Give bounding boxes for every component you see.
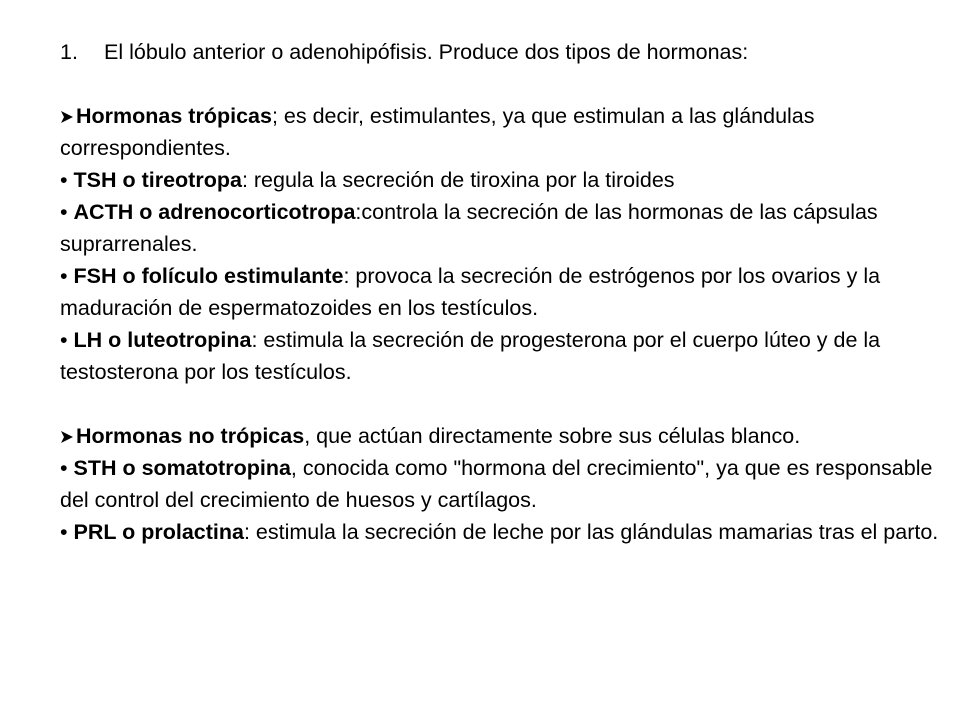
- spacer: [60, 68, 940, 100]
- item-term: FSH o folículo estimulante: [73, 264, 344, 288]
- bullet: •: [60, 328, 74, 352]
- section-no-tropicas-text: , que actúan directamente sobre sus células blanco.: [304, 424, 801, 448]
- item-description: :controla la secreción de las hormonas de las cápsulas suprarrenales.: [60, 200, 878, 256]
- item-description: : estimula la secreción de leche por las glándulas mamarias tras el parto.: [243, 520, 939, 544]
- section-tropicas: [60, 100, 940, 164]
- section-no-tropicas: [60, 420, 940, 452]
- section-no-tropicas-title: Hormonas no trópicas: [76, 424, 305, 448]
- item-term: LH o luteotropina: [73, 328, 252, 352]
- item-term: PRL o prolactina: [73, 520, 244, 544]
- list-item-acth: [60, 196, 940, 260]
- arrow-right-icon: [60, 430, 74, 444]
- section-tropicas-title: Hormonas trópicas: [76, 104, 272, 128]
- heading-text: El lóbulo anterior o adenohipófisis. Produce dos tipos de hormonas:: [104, 40, 749, 64]
- item-term: TSH o tireotropa: [73, 168, 242, 192]
- list-item-prl: [60, 516, 940, 548]
- item-term: ACTH o adrenocorticotropa: [73, 200, 356, 224]
- item-description: : regula la secreción de tiroxina por la tiroides: [241, 168, 675, 192]
- bullet: •: [60, 456, 74, 480]
- heading-number: 1.: [60, 40, 78, 64]
- list-item-lh: [60, 324, 940, 388]
- list-item-tsh: [60, 164, 940, 196]
- numbered-heading: [60, 36, 940, 68]
- slide-content: [60, 36, 940, 548]
- bullet: •: [60, 520, 74, 544]
- section-tropicas-text: ; es decir, estimulantes, ya que estimulan a las glándulas correspondientes.: [60, 104, 815, 160]
- list-item-fsh: [60, 260, 940, 324]
- item-description: , conocida como "hormona del crecimiento", ya que es responsable del control del crecimiento de huesos y cartílagos.: [60, 456, 933, 512]
- bullet: •: [60, 168, 74, 192]
- item-term: STH o somatotropina: [73, 456, 291, 480]
- arrow-right-icon: [60, 110, 74, 124]
- bullet: •: [60, 264, 74, 288]
- bullet: •: [60, 200, 74, 224]
- list-item-sth: [60, 452, 940, 516]
- item-description: : estimula la secreción de progesterona por el cuerpo lúteo y de la testosterona por los testículos.: [60, 328, 881, 384]
- spacer: [60, 388, 940, 420]
- item-description: : provoca la secreción de estrógenos por los ovarios y la maduración de espermatozoides en los testículos.: [60, 264, 881, 320]
